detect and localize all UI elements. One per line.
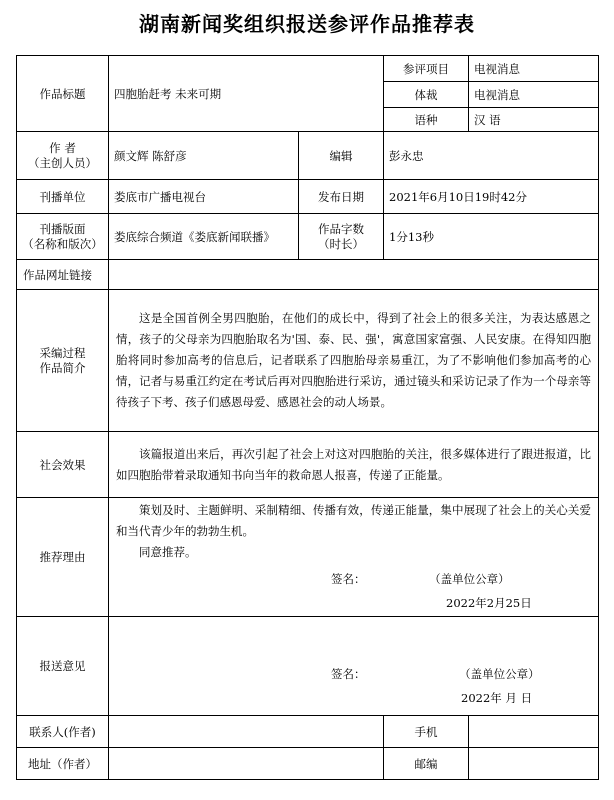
language-label: 语种 xyxy=(384,108,469,132)
publish-date-value[interactable]: 2021年6月10日19时42分 xyxy=(384,180,599,214)
genre-label: 体裁 xyxy=(384,82,469,108)
signature-label: 签名： xyxy=(331,667,366,681)
postcode-value[interactable] xyxy=(469,748,599,780)
author-value[interactable]: 颜文辉 陈舒彦 xyxy=(109,132,299,180)
recommendation-signature xyxy=(116,570,591,588)
process-label: 采编过程 作品简介 xyxy=(17,290,109,432)
phone-value[interactable] xyxy=(469,716,599,748)
edition-label: 刊播版面 （名称和版次） xyxy=(17,214,109,260)
recommendation-text: 策划及时、主题鲜明、采制精细、传播有效，传递正能量，集中展现了社会上的关心关爱和当代青少年的勃勃生机。 xyxy=(116,503,591,538)
submission-cell[interactable] xyxy=(109,617,599,716)
url-value[interactable] xyxy=(109,260,599,290)
address-label: 地址（作者） xyxy=(17,748,109,780)
recommendation-label: 推荐理由 xyxy=(17,498,109,617)
seal-label: （盖单位公章） xyxy=(429,572,510,586)
contact-label: 联系人(作者) xyxy=(17,716,109,748)
submission-label: 报送意见 xyxy=(17,617,109,716)
work-title-label: 作品标题 xyxy=(17,56,109,132)
process-text[interactable]: 这是全国首例全男四胞胎，在他们的成长中，得到了社会上的很多关注，为表达感恩之情，孩子的父母亲为四胞胎取名为'国、泰、民、强'，寓意国家富强、人民安康。在得知四胞胎将同时参加高考的信息后，记者联系了四胞胎母亲易重江，为了不影响他们参加高考的心情，记者与易重江约定在考试后再对四胞胎进行采访，通过镜头和采访记录了作为一个母亲等待孩子下考、孩子们感恩母爱、感恩社会的动人场景。 xyxy=(109,290,599,432)
social-effect-text[interactable]: 该篇报道出来后，再次引起了社会上对这对四胞胎的关注，很多媒体进行了跟进报道，比如四胞胎带着录取通知书向当年的救命恩人报喜，传递了正能量。 xyxy=(109,432,599,498)
contact-value[interactable] xyxy=(109,716,384,748)
page-title: 湖南新闻奖组织报送参评作品推荐表 xyxy=(139,12,475,36)
phone-label: 手机 xyxy=(384,716,469,748)
recommendation-agree: 同意推荐。 xyxy=(139,545,197,559)
word-count-label: 作品字数 （时长） xyxy=(299,214,384,260)
category-label: 参评项目 xyxy=(384,56,469,82)
recommendation-form xyxy=(16,55,599,780)
seal-label: （盖单位公章） xyxy=(459,667,540,681)
publisher-value[interactable]: 娄底市广播电视台 xyxy=(109,180,299,214)
url-label: 作品网址链接 xyxy=(17,260,109,290)
social-effect-label: 社会效果 xyxy=(17,432,109,498)
genre-value[interactable]: 电视消息 xyxy=(469,82,599,108)
submission-date: 2022年 月 日 xyxy=(461,691,533,705)
word-count-value[interactable]: 1分13秒 xyxy=(384,214,599,260)
work-title-value[interactable]: 四胞胎赶考 未来可期 xyxy=(109,56,384,132)
author-label: 作 者 （主创人员） xyxy=(17,132,109,180)
category-value[interactable]: 电视消息 xyxy=(469,56,599,82)
edition-value[interactable]: 娄底综合频道《娄底新闻联播》 xyxy=(109,214,299,260)
postcode-label: 邮编 xyxy=(384,748,469,780)
recommendation-cell[interactable] xyxy=(109,498,599,617)
submission-signature xyxy=(116,665,591,683)
address-value[interactable] xyxy=(109,748,384,780)
language-value[interactable]: 汉 语 xyxy=(469,108,599,132)
editor-label: 编辑 xyxy=(299,132,384,180)
signature-label: 签名： xyxy=(331,572,366,586)
publish-date-label: 发布日期 xyxy=(299,180,384,214)
publisher-label: 刊播单位 xyxy=(17,180,109,214)
recommendation-date: 2022年2月25日 xyxy=(446,596,532,610)
editor-value[interactable]: 彭永忠 xyxy=(384,132,599,180)
